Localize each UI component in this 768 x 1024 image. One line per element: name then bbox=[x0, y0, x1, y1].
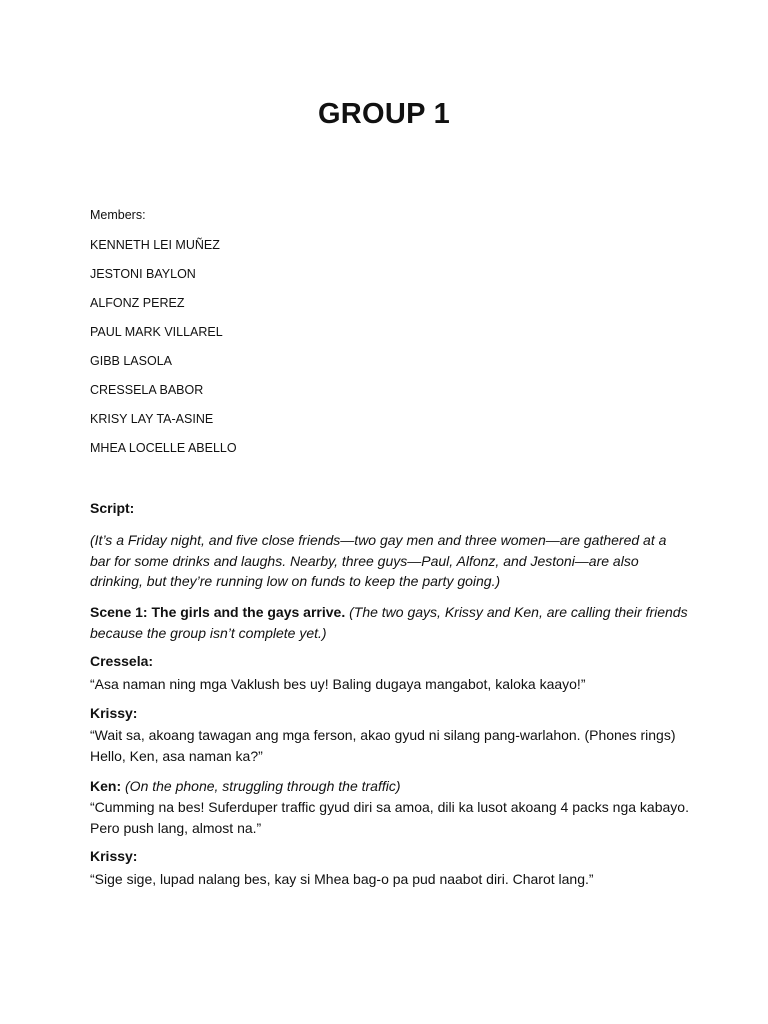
scene-heading: Scene 1: The girls and the gays arrive. bbox=[90, 604, 346, 620]
page-title: GROUP 1 bbox=[317, 98, 451, 130]
speaker-name: Krissy: bbox=[90, 705, 138, 721]
scene-1-paragraph bbox=[90, 602, 690, 643]
members-label: Members: bbox=[90, 208, 146, 222]
member-name: ALFONZ PEREZ bbox=[90, 296, 185, 310]
member-name: KENNETH LEI MUÑEZ bbox=[90, 238, 220, 252]
member-name: PAUL MARK VILLAREL bbox=[90, 325, 223, 339]
speaker-name: Cressela: bbox=[90, 653, 154, 669]
speaker-name: Ken: bbox=[90, 778, 122, 794]
dialogue-line: “Asa naman ning mga Vaklush bes uy! Baling dugaya mangabot, kaloka kaayo!” bbox=[90, 676, 586, 692]
speaker-name: Krissy: bbox=[90, 848, 138, 864]
intro-paragraph: (It’s a Friday night, and five close friends—two gay men and three women—are gathered at a bar for some drinks and laughs. Nearby, three guys—Paul, Alfonz, and Jestoni—are also drinking, but they’re running low on funds to keep the party going.) bbox=[90, 532, 667, 589]
script-heading: Script: bbox=[90, 500, 135, 516]
scene-note: (The two gays, Krissy and Ken, are calling their friends because the group isn’t complete yet.) bbox=[90, 604, 688, 641]
stage-direction: (On the phone, struggling through the traffic) bbox=[125, 778, 401, 794]
member-name: GIBB LASOLA bbox=[90, 354, 172, 368]
dialogue-line: “Cumming na bes! Suferduper traffic gyud diri sa amoa, dili ka lusot akoang 4 packs nga kabayo. Pero push lang, almost na.” bbox=[90, 799, 689, 836]
dialogue-line: “Sige sige, lupad nalang bes, kay si Mhea bag-o pa pud naabot diri. Charot lang.” bbox=[90, 871, 594, 887]
member-name: MHEA LOCELLE ABELLO bbox=[90, 441, 237, 455]
member-name: JESTONI BAYLON bbox=[90, 267, 196, 281]
member-name: KRISY LAY TA-ASINE bbox=[90, 412, 214, 426]
speaker-line bbox=[90, 776, 690, 797]
member-name: CRESSELA BABOR bbox=[90, 383, 204, 397]
dialogue-line: “Wait sa, akoang tawagan ang mga ferson, akao gyud ni silang pang-warlahon. (Phones rings) Hello, Ken, asa naman ka?” bbox=[90, 727, 676, 764]
